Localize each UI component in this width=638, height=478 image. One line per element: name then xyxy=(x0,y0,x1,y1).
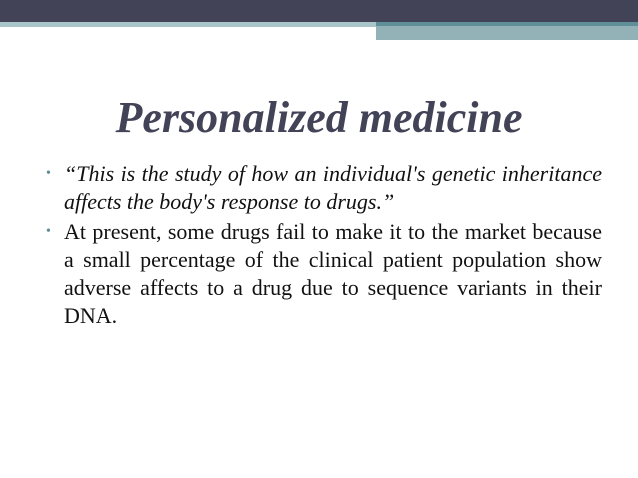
slide-title: Personalized medicine xyxy=(115,93,523,142)
bullet-list xyxy=(46,160,602,332)
bullet-dot-icon: • xyxy=(46,224,51,239)
bullet-text-present: At present, some drugs fail to make it to the market because a small percentage of the clinical patient population show adverse affects to a drug due to sequence variants in their DNA. xyxy=(64,219,602,328)
bullet-item-definition xyxy=(46,160,602,216)
bullet-dot-icon: • xyxy=(46,166,51,181)
bullet-text-definition: “This is the study of how an individual's genetic inheritance affects the body's response to drugs.” xyxy=(64,161,602,214)
top-header-band xyxy=(0,0,638,22)
header-accent-stripe-left xyxy=(0,22,376,27)
header-accent-strip-right xyxy=(376,22,638,26)
bullet-item-present xyxy=(46,218,602,330)
